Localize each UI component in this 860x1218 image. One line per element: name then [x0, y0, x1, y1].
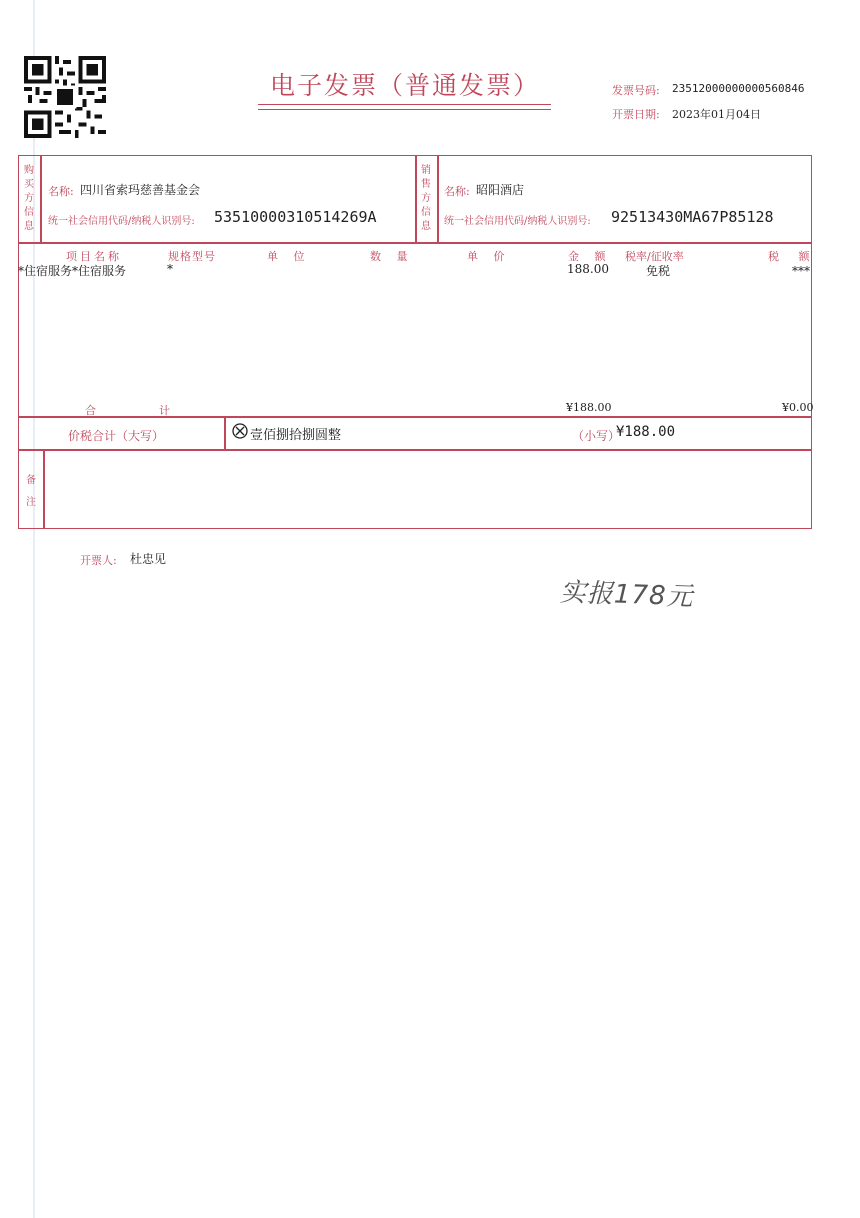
total-upper-value: 壹佰捌拾捌圆整 [250, 428, 342, 443]
buyer-name: 四川省索玛慈善基金会 [80, 183, 201, 197]
divider-parties-mid [415, 155, 417, 243]
issue-date: 2023年01月04日 [672, 108, 761, 121]
seller-tax-label: 统一社会信用代码/纳税人识别号: [444, 216, 591, 227]
seller-tax-id: 92513430MA67P85128 [611, 208, 774, 226]
handwritten-note: 实报178元 [559, 577, 695, 613]
item-name: *住宿服务*住宿服务 [18, 264, 127, 278]
issue-date-label: 开票日期: [612, 108, 660, 121]
col-header-rate: 税率/征收率 [625, 250, 684, 263]
issuer-label: 开票人: [80, 554, 117, 567]
invoice-no-label: 发票号码: [612, 84, 660, 97]
item-rate: 免税 [646, 264, 671, 278]
subtotal-amount: ¥188.00 [566, 401, 612, 414]
total-lower-label: （小写） [572, 429, 621, 443]
qr-code-icon [24, 56, 106, 138]
invoice-title: 电子发票（普通发票） [269, 71, 540, 100]
seller-section-label: 销 售 方 信 息 [421, 165, 431, 232]
divider-totals-mid [224, 416, 226, 450]
col-header-amount: 金 额 [568, 250, 612, 263]
col-header-qty: 数 量 [370, 250, 414, 263]
subtotal-tax: ¥0.00 [782, 401, 814, 414]
buyer-tax-label: 统一社会信用代码/纳税人识别号: [48, 216, 195, 227]
divider-remarks-label [43, 449, 45, 528]
buyer-name-label: 名称: [48, 185, 74, 198]
col-header-unit: 单 位 [267, 250, 311, 263]
divider-seller-label [437, 155, 439, 243]
item-tax: *** [792, 264, 810, 278]
seller-name-label: 名称: [444, 185, 470, 198]
col-header-name: 项目名称 [66, 250, 122, 263]
total-lower-value: ¥188.00 [616, 424, 676, 440]
cross-circle-icon [232, 423, 248, 439]
remarks-label: 备 注 [26, 475, 36, 508]
invoice-no: 23512000000000560846 [672, 82, 805, 95]
divider-totals [18, 449, 812, 451]
item-spec: * [167, 262, 173, 276]
col-header-spec: 规格型号 [168, 250, 216, 263]
divider-buyer-label [40, 155, 42, 243]
title-underline [258, 104, 551, 105]
item-amount: 188.00 [567, 262, 609, 276]
title-underline-2 [258, 109, 551, 110]
buyer-section-label: 购 买 方 信 息 [24, 165, 34, 232]
issuer-name: 杜忠见 [130, 552, 167, 566]
subtotal-label: 合 计 [85, 404, 170, 417]
col-header-price: 单 价 [467, 250, 511, 263]
buyer-tax-id: 53510000310514269A [214, 208, 377, 226]
seller-name: 昭阳酒店 [476, 183, 525, 197]
col-header-tax: 税 额 [768, 250, 818, 263]
total-upper-label: 价税合计（大写） [68, 429, 165, 443]
